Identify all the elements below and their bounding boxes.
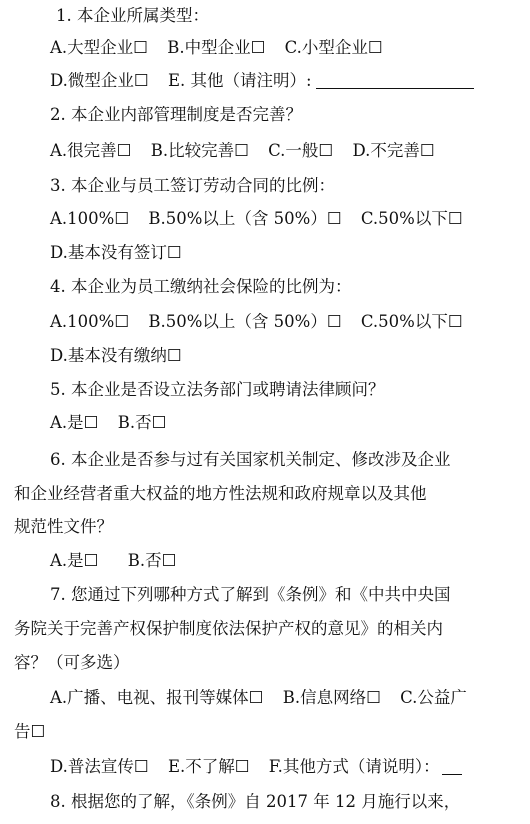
option-a[interactable]: A.是☐: [50, 551, 99, 570]
question-7-stem-line2: 务院关于完善产权保护制度依法保护产权的意见》的相关内: [14, 619, 443, 638]
option-b[interactable]: B.50%以上（含 50%）☐: [148, 209, 342, 228]
option-a[interactable]: A.是☐: [50, 413, 99, 432]
question-3-options-row1: [50, 208, 463, 230]
option-a[interactable]: A.大型企业☐: [50, 38, 148, 57]
question-2-options: [50, 140, 435, 162]
option-a[interactable]: A.很完善☐: [50, 141, 132, 160]
question-8-stem-line1: 8. 根据您的了解，《条例》自 2017 年 12 月施行以来，: [50, 792, 461, 811]
question-7-options-row1: [50, 687, 467, 709]
option-a[interactable]: A.100%☐: [50, 312, 130, 331]
question-3-stem: 3. 本企业与员工签订劳动合同的比例：: [50, 176, 335, 195]
option-b[interactable]: B.否☐: [117, 413, 167, 432]
option-b[interactable]: B.信息网络☐: [282, 688, 381, 707]
option-d[interactable]: D.不完善☐: [352, 141, 435, 160]
option-d[interactable]: D.基本没有签订☐: [50, 243, 182, 262]
option-c[interactable]: C.50%以下☐: [360, 312, 463, 331]
question-3-options-row2: [50, 242, 182, 264]
option-b[interactable]: B.50%以上（含 50%）☐: [148, 312, 342, 331]
option-d[interactable]: D.微型企业☐: [50, 71, 149, 90]
option-f[interactable]: F.其他方式（请说明）：: [268, 757, 440, 776]
option-c[interactable]: C.公益广: [400, 688, 467, 707]
option-a[interactable]: A.100%☐: [50, 209, 130, 228]
question-1-options-row1: [50, 37, 397, 59]
question-1-stem: 1. 本企业所属类型：: [56, 6, 209, 25]
question-4-stem: 4. 本企业为员工缴纳社会保险的比例为：: [50, 277, 352, 296]
question-1-options-row2: [50, 70, 474, 92]
question-4-options-row2: [50, 345, 182, 367]
question-6-stem-line3: 规范性文件？: [14, 517, 113, 536]
question-7-options-row2: [50, 756, 462, 778]
option-e[interactable]: E. 其他（请注明）:: [167, 71, 312, 90]
option-c[interactable]: C.小型企业☐: [284, 38, 383, 57]
question-7-stem-line3: 容？（可多选）: [14, 653, 130, 672]
option-a[interactable]: A.广播、电视、报刊等媒体☐: [50, 688, 264, 707]
option-c[interactable]: C.一般☐: [268, 141, 334, 160]
option-b[interactable]: B.比较完善☐: [150, 141, 249, 160]
fill-in-blank[interactable]: [442, 758, 462, 775]
fill-in-blank[interactable]: [316, 72, 474, 89]
option-d[interactable]: D.基本没有缴纳☐: [50, 346, 182, 365]
option-b[interactable]: B.中型企业☐: [167, 38, 266, 57]
question-5-options: [50, 412, 166, 434]
option-d[interactable]: D.普法宣传☐: [50, 757, 149, 776]
option-c[interactable]: C.50%以下☐: [360, 209, 463, 228]
question-2-stem: 2. 本企业内部管理制度是否完善？: [50, 105, 302, 124]
option-b[interactable]: B.否☐: [127, 551, 177, 570]
option-e[interactable]: E.不了解☐: [167, 757, 250, 776]
question-6-options: [50, 550, 176, 572]
question-7-option-c-continued[interactable]: 告☐: [14, 722, 46, 741]
question-7-stem-line1: 7. 您通过下列哪种方式了解到《条例》和《中共中央国: [50, 585, 451, 604]
question-6-stem-line1: 6. 本企业是否参与过有关国家机关制定、修改涉及企业: [50, 450, 451, 469]
question-6-stem-line2: 和企业经营者重大权益的地方性法规和政府规章以及其他: [14, 484, 427, 503]
question-4-options-row1: [50, 311, 463, 333]
question-5-stem: 5. 本企业是否设立法务部门或聘请法律顾问？: [50, 380, 385, 399]
